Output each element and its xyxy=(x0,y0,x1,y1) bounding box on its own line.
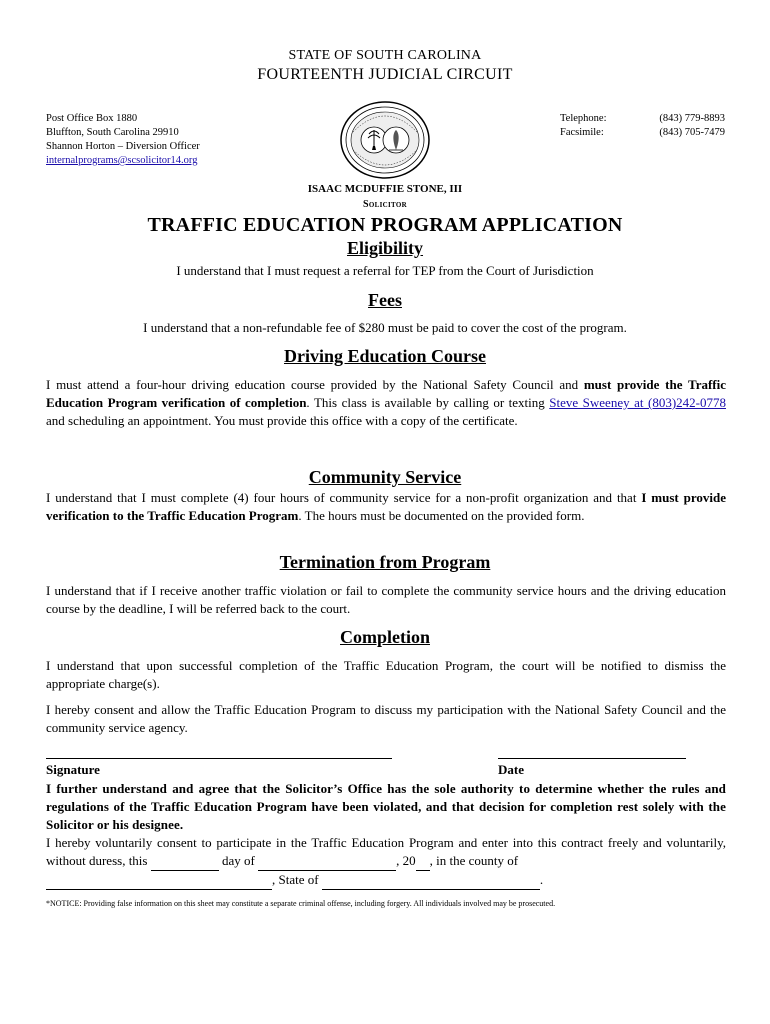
completion-text: I understand that upon successful completion of the Traffic Education Program, the court will be notified to dismiss the appropriate charge(s). xyxy=(46,658,726,691)
address-line: Shannon Horton – Diversion Officer xyxy=(46,141,200,152)
consent-contract-text: I hereby voluntarily consent to participate in the Traffic Education Program and enter into this contract freely and voluntarily, without duress, this day of , 20 , in the county of , State of . xyxy=(46,834,726,890)
date-line[interactable] xyxy=(498,758,686,759)
completion-heading: Completion xyxy=(340,627,430,647)
fees-heading: Fees xyxy=(368,290,402,310)
solicitor-name: ISAAC MCDUFFIE STONE, III xyxy=(307,183,463,195)
community-service-heading: Community Service xyxy=(308,467,462,487)
notice-text: *NOTICE: Providing false information on this sheet may constitute a separate criminal offense, including forgery. All individuals involved may be prosecuted. xyxy=(46,899,556,908)
solicitor-title: Solicitor xyxy=(363,199,407,210)
signature-line[interactable] xyxy=(46,758,392,759)
address-line: Post Office Box 1880 xyxy=(46,113,138,124)
telephone-label: Telephone: xyxy=(560,113,607,124)
facsimile-number: (843) 705-7479 xyxy=(659,127,725,138)
eligibility-text: I understand that I must request a referral for TEP from the Court of Jurisdiction xyxy=(176,263,594,278)
address-line: Bluffton, South Carolina 29910 xyxy=(46,127,179,138)
county-field[interactable] xyxy=(46,871,272,890)
state-seal-icon xyxy=(339,100,431,180)
termination-heading: Termination from Program xyxy=(279,552,491,572)
date-label: Date xyxy=(498,762,524,777)
telephone-number: (843) 779-8893 xyxy=(659,113,725,124)
community-service-text: I understand that I must complete (4) four hours of community service for a non-profit organization and that I must provide verification to the Traffic Education Program. The hours must be documented on the provided form. xyxy=(46,490,726,523)
day-field[interactable] xyxy=(151,852,219,871)
year-field[interactable] xyxy=(416,852,430,871)
state-field[interactable] xyxy=(322,871,540,890)
document-title: TRAFFIC EDUCATION PROGRAM APPLICATION xyxy=(147,214,623,236)
fees-text: I understand that a non-refundable fee of $280 must be paid to cover the cost of the program. xyxy=(143,320,627,335)
eligibility-heading: Eligibility xyxy=(346,238,424,258)
signature-label: Signature xyxy=(46,762,100,777)
state-heading: STATE OF SOUTH CAROLINA xyxy=(288,48,482,63)
agreement-text: I further understand and agree that the Solicitor’s Office has the sole authority to determine whether the rules and regulations of the Traffic Education Program have been violated, and that decision for completion rest solely with the Solicitor or his designee. xyxy=(46,781,726,832)
facsimile-label: Facsimile: xyxy=(560,127,604,138)
driving-course-heading: Driving Education Course xyxy=(283,346,487,366)
circuit-heading: FOURTEENTH JUDICIAL CIRCUIT xyxy=(257,66,513,83)
month-field[interactable] xyxy=(258,852,396,871)
consent-text: I hereby consent and allow the Traffic Education Program to discuss my participation with the National Safety Council and the community service agency. xyxy=(46,702,726,735)
email-link[interactable]: internalprograms@scsolicitor14.org xyxy=(46,155,198,166)
driving-course-text: I must attend a four-hour driving education course provided by the National Safety Council and must provide the Traffic Education Program verification of completion. This class is available by calling or texting Steve Sweeney at (803)242-0778 and scheduling an appointment. You must provide this office with a copy of the certificate. xyxy=(46,377,727,428)
office-address xyxy=(46,112,200,168)
phone-link[interactable]: Steve Sweeney at (803)242-0778 xyxy=(549,395,726,410)
contact-numbers xyxy=(560,112,725,140)
termination-text: I understand that if I receive another traffic violation or fail to complete the community service hours and the driving education course by the deadline, I will be referred back to the court. xyxy=(46,583,726,616)
